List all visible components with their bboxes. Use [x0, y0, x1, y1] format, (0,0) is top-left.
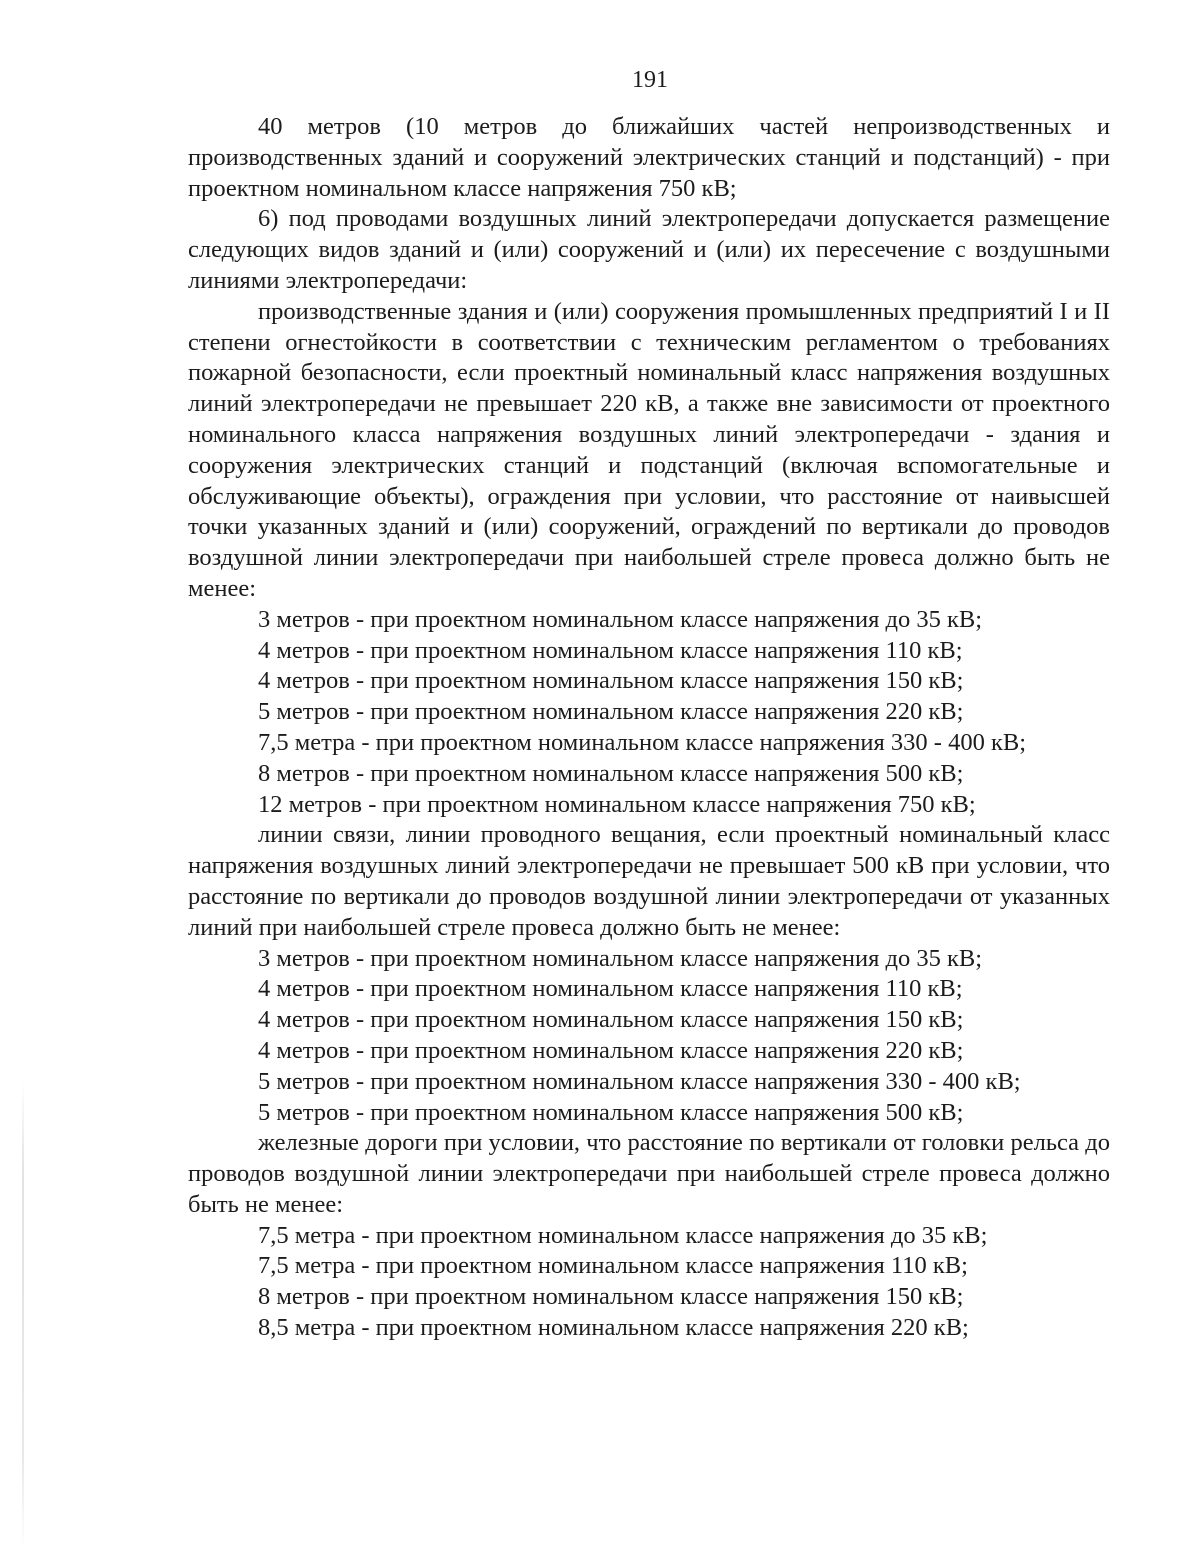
list-item: 8 метров - при проектном номинальном классе напряжения 150 кВ; [258, 1283, 964, 1311]
list-item: 8 метров - при проектном номинальном классе напряжения 500 кВ; [258, 759, 964, 787]
list-item: 5 метров - при проектном номинальном классе напряжения 220 кВ; [258, 698, 964, 726]
list-item: 4 метров - при проектном номинальном классе напряжения 220 кВ; [258, 1036, 964, 1064]
list-item: 12 метров - при проектном номинальном классе напряжения 750 кВ; [258, 790, 976, 818]
paragraph: линии связи, линии проводного вещания, если проектный номинальный класс напряжения воздушных линий электропередачи не превышает 500 кВ при условии, что расстояние по вертикали до проводов воздушной линии электропередачи от указанных линий при наибольшей стреле провеса должно быть не менее: [188, 821, 1110, 941]
list-item: 7,5 метра - при проектном номинальном классе напряжения 330 - 400 кВ; [258, 728, 1027, 756]
list-item: 4 метров - при проектном номинальном классе напряжения 110 кВ; [258, 975, 963, 1003]
list-item: 4 метров - при проектном номинальном классе напряжения 150 кВ; [258, 1006, 964, 1034]
list-item: 3 метров - при проектном номинальном классе напряжения до 35 кВ; [258, 605, 983, 633]
list-item: 7,5 метра - при проектном номинальном классе напряжения до 35 кВ; [258, 1221, 988, 1249]
page-number: 191 [632, 67, 668, 93]
list-item: 4 метров - при проектном номинальном классе напряжения 150 кВ; [258, 667, 964, 695]
document-body [188, 112, 1110, 1344]
paragraph: производственные здания и (или) сооружения промышленных предприятий I и II степени огнестойкости в соответствии с техническим регламентом о требованиях пожарной безопасности, если проектный номинальный класс напряжения воздушных линий электропередачи не превышает 220 кВ, а также вне зависимости от проектного номинального класса напряжения воздушных линий электропередачи - здания и сооружения электрических станций и подстанций (включая вспомогательные и обслуживающие объекты), ограждения при условии, что расстояние от наивысшей точки указанных зданий и (или) сооружений, ограждений по вертикали до проводов воздушной линии электропередачи при наибольшей стреле провеса должно быть не менее: [188, 297, 1110, 602]
list-item: 5 метров - при проектном номинальном классе напряжения 330 - 400 кВ; [258, 1067, 1021, 1095]
list-item: 3 метров - при проектном номинальном классе напряжения до 35 кВ; [258, 944, 983, 972]
scan-edge-shadow [22, 1080, 24, 1550]
paragraph: 6) под проводами воздушных линий электропередачи допускается размещение следующих видов зданий и (или) сооружений и (или) их пересечение с воздушными линиями электропередачи: [188, 205, 1110, 294]
list-item: 4 метров - при проектном номинальном классе напряжения 110 кВ; [258, 636, 963, 664]
list-item: 8,5 метра - при проектном номинальном классе напряжения 220 кВ; [258, 1314, 969, 1342]
paragraph: 40 метров (10 метров до ближайших частей непроизводственных и производственных зданий и сооружений электрических станций и подстанций) - при проектном номинальном классе напряжения 750 кВ; [188, 113, 1110, 202]
paragraph: железные дороги при условии, что расстояние по вертикали от головки рельса до проводов воздушной линии электропередачи при наибольшей стреле провеса должно быть не менее: [188, 1129, 1110, 1218]
list-item: 7,5 метра - при проектном номинальном классе напряжения 110 кВ; [258, 1252, 968, 1280]
list-item: 5 метров - при проектном номинальном классе напряжения 500 кВ; [258, 1098, 964, 1126]
